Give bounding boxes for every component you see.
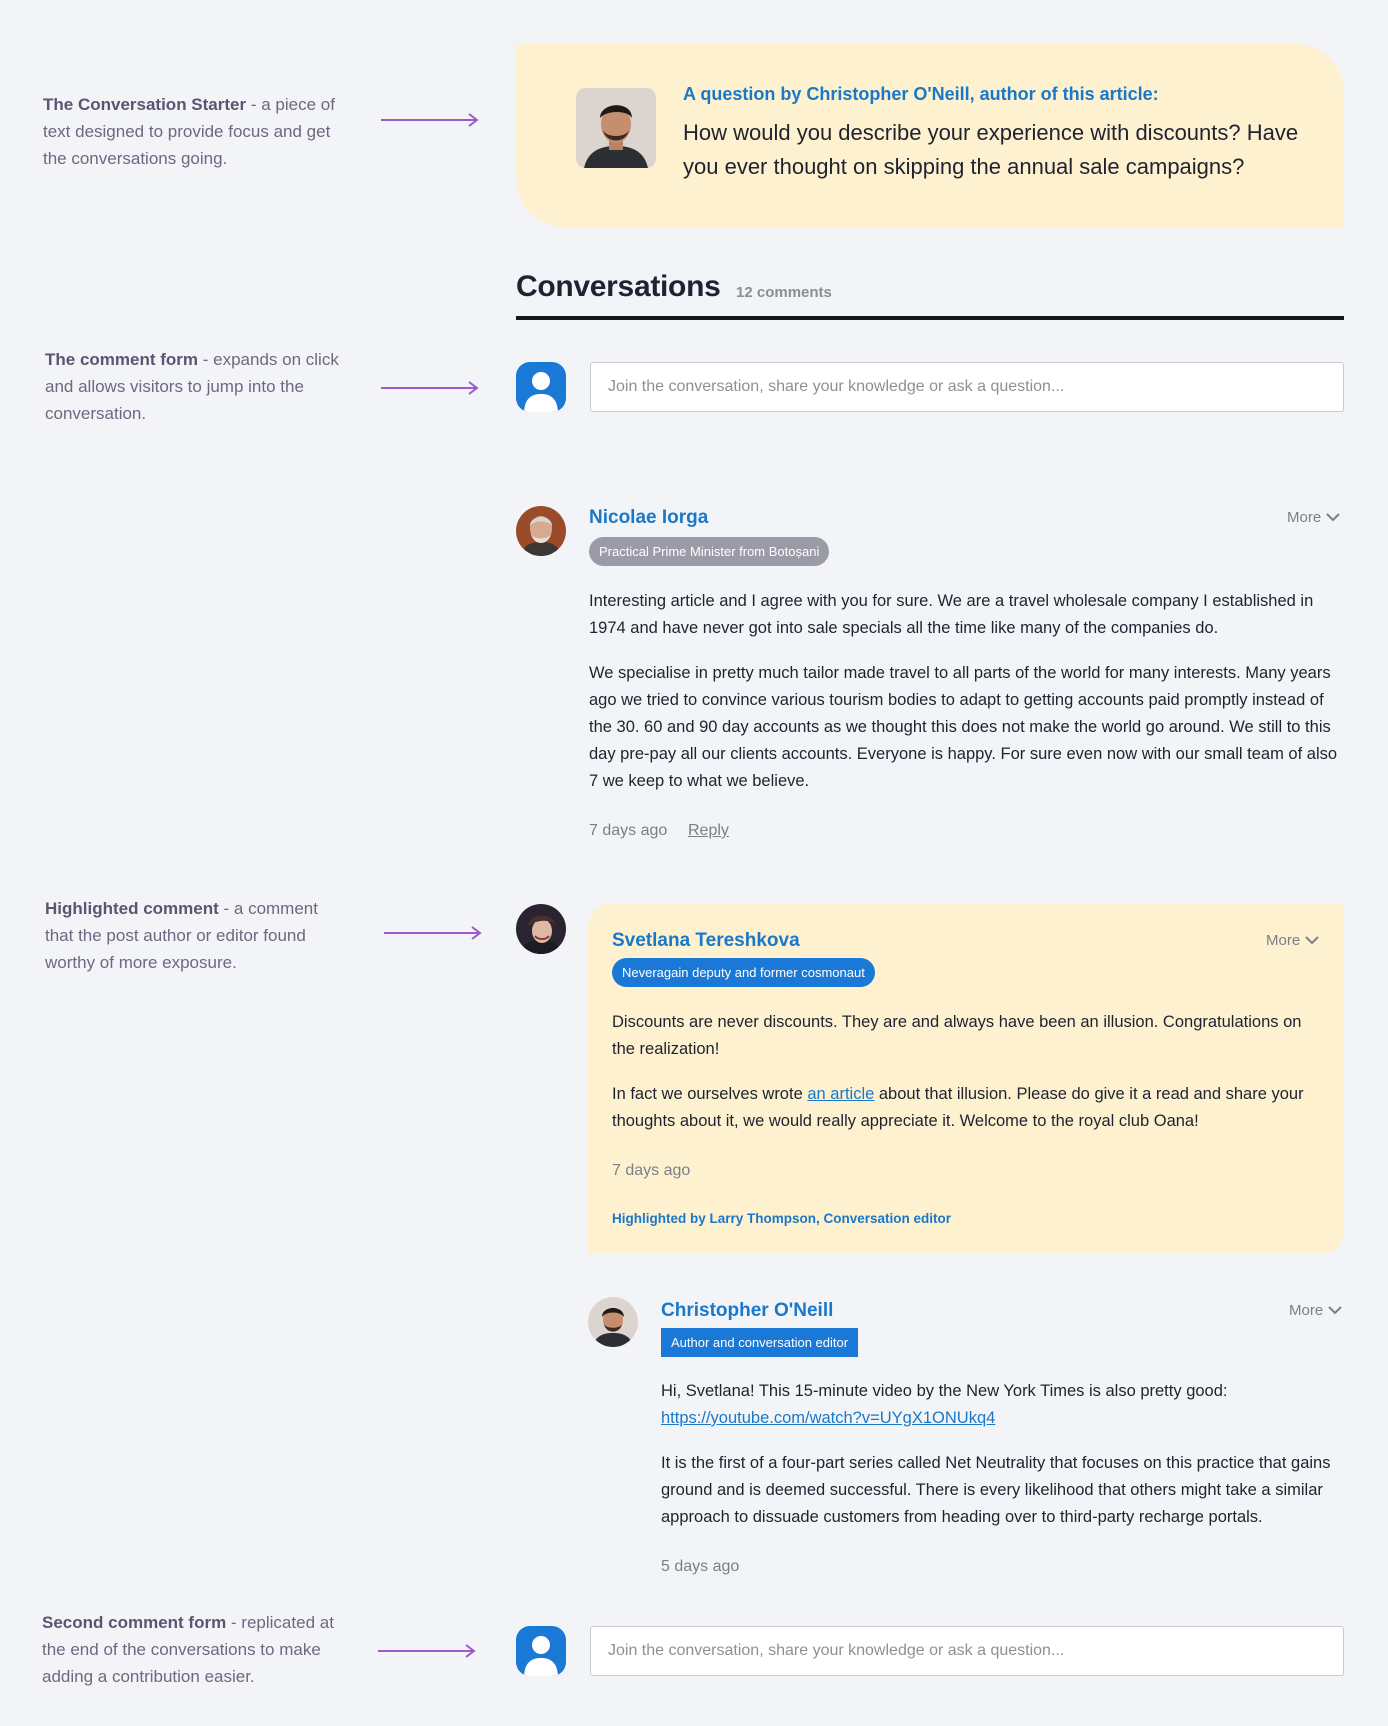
- article-link[interactable]: an article: [807, 1085, 875, 1103]
- conversation-starter: [516, 44, 1344, 227]
- paragraph-text: In fact we ourselves wrote: [612, 1085, 808, 1103]
- author-badge: Practical Prime Minister from Botoșani: [589, 537, 829, 566]
- arrow-icon: [380, 113, 480, 127]
- annotation-second-form-text: - replicated at the end of the conversations to make adding a contribution easier.: [42, 1613, 334, 1686]
- more-label: More: [1289, 1302, 1324, 1319]
- comment-paragraph: Interesting article and I agree with you for sure. We are a travel wholesale company I established in 1974 and have never got into sale specials all the time like many of the companies do.: [589, 592, 1314, 637]
- arrow-icon: [383, 926, 483, 940]
- annotation-starter-title: The Conversation Starter: [43, 95, 247, 114]
- more-label: More: [1287, 509, 1322, 526]
- annotation-comment-form: [45, 346, 350, 427]
- comment-timestamp: 5 days ago: [661, 1558, 740, 1575]
- comment-paragraph: [612, 1081, 1322, 1135]
- chevron-down-icon: [1305, 936, 1319, 945]
- comment-paragraph: It is the first of a four-part series called Net Neutrality that focuses on this practice that gains ground and is deemed successful. There is every likelihood that others might take a similar approach to dissuade customers from heading over to third-party recharge portals.: [661, 1454, 1331, 1526]
- video-link[interactable]: https://youtube.com/watch?v=UYgX1ONUkq4: [661, 1409, 996, 1427]
- comment-count: 12 comments: [736, 284, 832, 301]
- user-avatar-icon: [516, 362, 566, 412]
- starter-question: How would you describe your experience with discounts? Have you ever thought on skipping the annual sale campaigns?: [683, 120, 1299, 179]
- second-comment-input[interactable]: [590, 1626, 1344, 1676]
- comment-paragraph: [661, 1378, 1351, 1432]
- avatar: [588, 1297, 638, 1347]
- annotation-second-form: [42, 1609, 342, 1690]
- starter-question-header: [683, 84, 1159, 105]
- chevron-down-icon: [1328, 1306, 1342, 1315]
- annotation-form-text: - expands on click and allows visitors to jump into the conversation.: [45, 350, 339, 423]
- annotation-highlighted: [45, 895, 350, 976]
- paragraph-text: about that illusion. Please do give it a read and share your thoughts about it, we would really appreciate it. Welcome to the royal club Oana!: [612, 1085, 1304, 1130]
- reply-link[interactable]: Reply: [688, 822, 729, 839]
- highlighted-comment-card: [588, 904, 1344, 1254]
- more-menu-button[interactable]: [1266, 932, 1319, 949]
- comment-author-name[interactable]: Nicolae Iorga: [589, 507, 709, 528]
- annotation-starter: [43, 91, 343, 172]
- paragraph-text: Hi, Svetlana! This 15-minute video by the New York Times is also pretty good:: [661, 1382, 1228, 1400]
- highlighted-by-note: Highlighted by Larry Thompson, Conversation editor: [612, 1211, 952, 1226]
- avatar: [516, 506, 566, 556]
- comment-author-name[interactable]: Svetlana Tereshkova: [612, 930, 800, 951]
- comment-paragraph: Discounts are never discounts. They are and always have been an illusion. Congratulations on the realization!: [612, 1013, 1302, 1058]
- author-avatar: [576, 88, 656, 168]
- starter-author-link[interactable]: Christopher O'Neill: [806, 84, 970, 104]
- starter-suffix: , author of this article:: [969, 84, 1159, 104]
- comment-paragraph: We specialise in pretty much tailor made travel to all parts of the world for many interests. Many years ago we tried to convince various tourism bodies to adapt to getting accounts paid promptly instead of the 30. 60 and 90 day accounts as we thought this does not make the world go around. We still to this day pre-pay all our clients accounts. Everyone is happy. For sure even now with our small team of also 7 we keep to what we believe.: [589, 664, 1338, 790]
- comment-input[interactable]: [590, 362, 1344, 412]
- annotation-starter-text: - a piece of text designed to provide focus and get the conversations going.: [43, 95, 335, 168]
- chevron-down-icon: [1326, 513, 1340, 522]
- author-badge: Neveragain deputy and former cosmonaut: [612, 958, 875, 987]
- comment-timestamp: 7 days ago: [589, 822, 668, 839]
- conversations-title: Conversations: [516, 270, 721, 303]
- annotation-highlighted-text: - a comment that the post author or editor found worthy of more exposure.: [45, 899, 318, 972]
- comment-author-name[interactable]: Christopher O'Neill: [661, 1300, 834, 1321]
- arrow-icon: [377, 1644, 477, 1658]
- more-menu-button[interactable]: [1289, 1302, 1342, 1319]
- more-menu-button[interactable]: [1287, 509, 1340, 526]
- annotation-highlighted-title: Highlighted comment: [45, 899, 219, 918]
- avatar: [516, 904, 566, 954]
- header-divider: [516, 316, 1344, 320]
- more-label: More: [1266, 932, 1301, 949]
- comment-timestamp: 7 days ago: [612, 1162, 691, 1179]
- starter-prefix: A question by: [683, 84, 807, 104]
- arrow-icon: [380, 381, 480, 395]
- annotation-second-form-title: Second comment form: [42, 1613, 227, 1632]
- user-avatar-icon: [516, 1626, 566, 1676]
- author-badge: Author and conversation editor: [661, 1328, 858, 1357]
- annotation-form-title: The comment form: [45, 350, 199, 369]
